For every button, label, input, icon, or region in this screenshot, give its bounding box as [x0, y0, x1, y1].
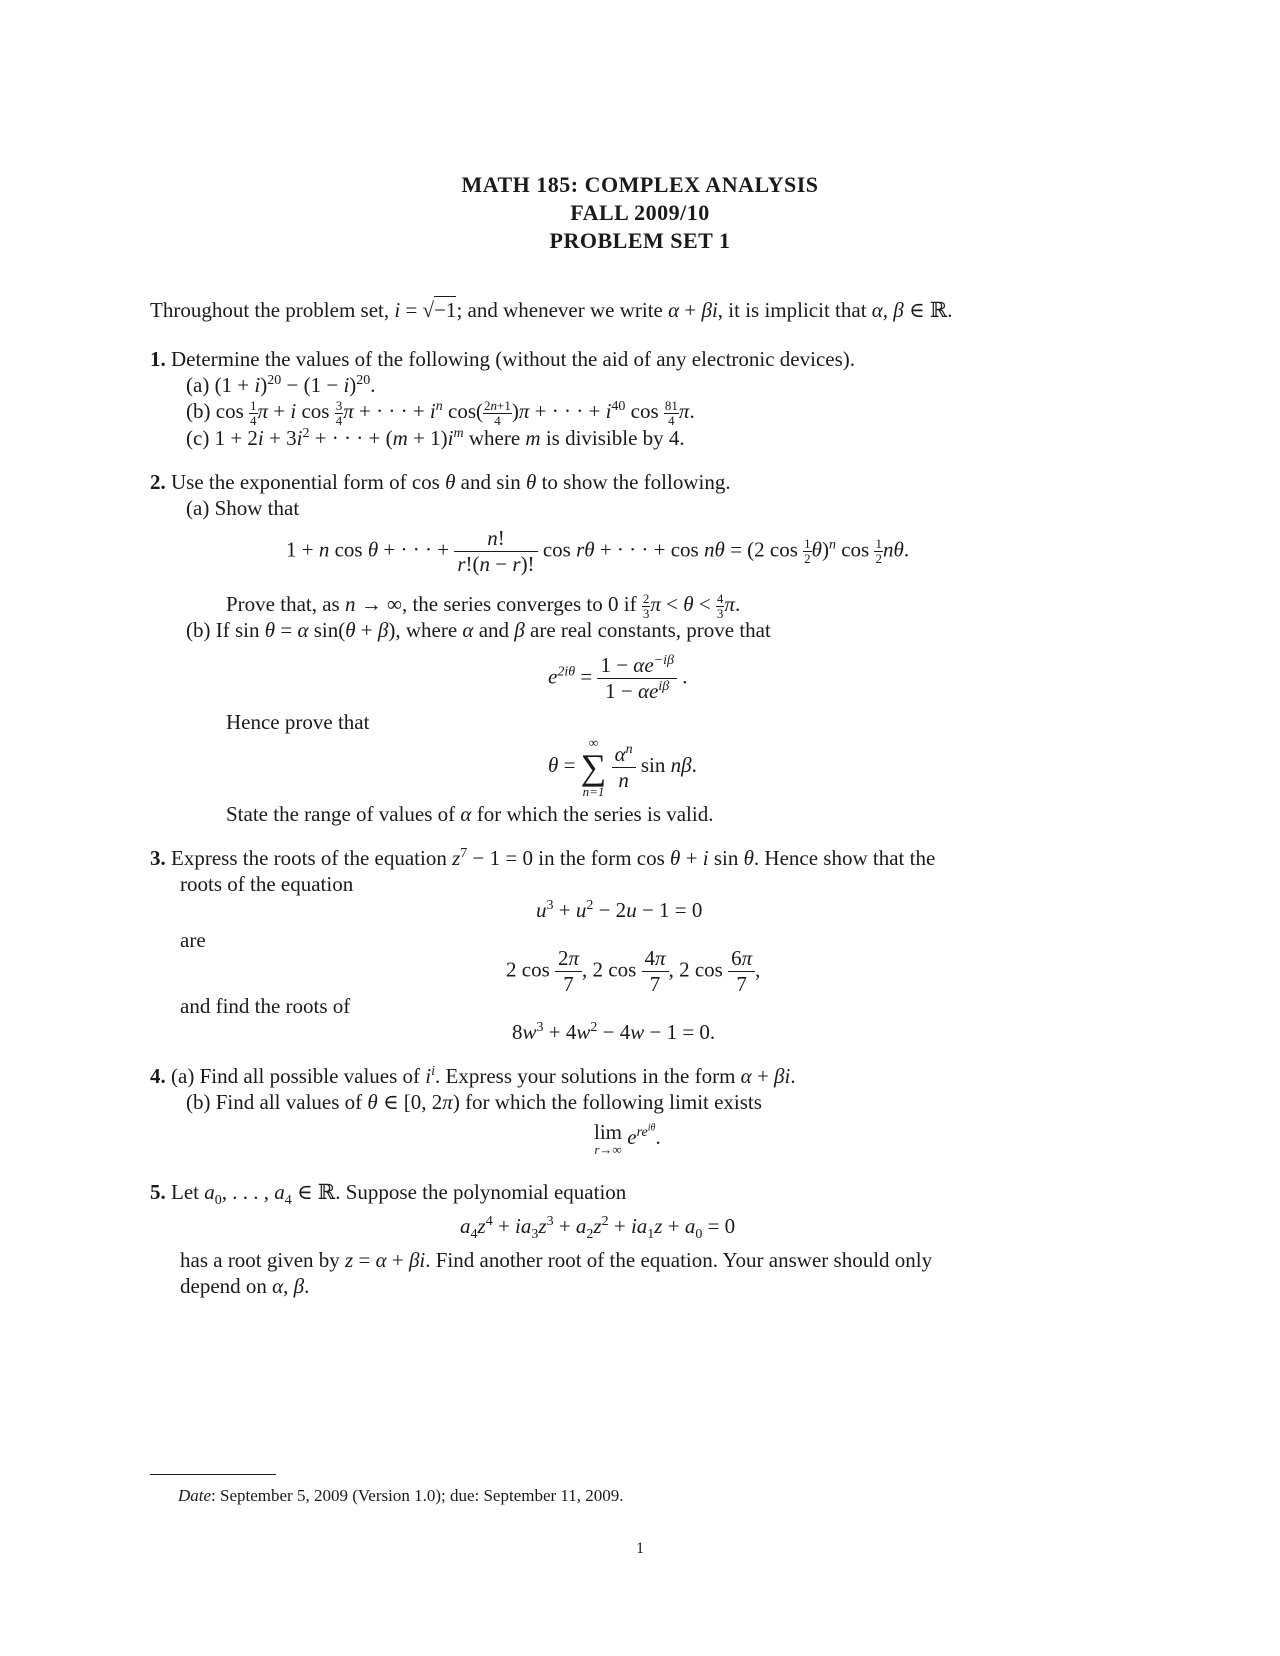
problem-1c: (c) $1 + 2i + 3i^2$ + · · · + $(m + 1)i^m$ where m is divisible by 4.	[186, 426, 685, 450]
course-title: MATH 185: COMPLEX ANALYSIS	[461, 172, 819, 197]
problem-2b-equation: $e^{2i\theta}$ = $\frac{1 - \alpha e^{-i\beta}}{1 - \alpha e^{i\beta}}$ .	[548, 653, 688, 703]
footnote-date: Date: September 5, 2009 (Version 1.0); due: September 11, 2009.	[178, 1486, 624, 1505]
problem-3-find: and find the roots of	[180, 994, 351, 1018]
term-title: FALL 2009/10	[570, 200, 710, 225]
problem-2b-state: State the range of values of α for which the series is valid.	[226, 802, 714, 826]
problem-3-cubic-w: $8w^3 + 4w^2 - 4w - 1 = 0$.	[512, 1020, 716, 1044]
problem-3-are: are	[180, 928, 206, 952]
problem-2a-equation: 1 + n cos θ + · · · + $\frac{n!}{r!(n - r)!}$ cos rθ + · · · + cos nθ = (2 cos $\frac{1}{2}$ θ)$^n$ cos $\frac{1}{2}$ nθ.	[286, 526, 910, 576]
problem-2b-series: θ = ∞ ∑ n=1 $\frac{\alpha^n}{n}$ sin nβ.	[548, 735, 697, 799]
page-number: 1	[636, 1540, 644, 1557]
problem-5-statement: 5. Let $a_0$, . . . , $a_4$ ∈ ℝ. Suppose the polynomial equation	[150, 1180, 627, 1209]
problem-2a-label: (a) Show that	[186, 496, 300, 520]
problem-3-cubic-u: $u^3 + u^2 - 2u - 1 = 0$	[536, 898, 703, 922]
footnote-rule	[150, 1474, 276, 1475]
problem-4b-limit: lim r→∞ $e^{re^{i\theta}}$.	[594, 1120, 661, 1157]
problem-2b-hence: Hence prove that	[226, 710, 370, 734]
problem-3-statement-cont: roots of the equation	[180, 872, 354, 896]
problem-1a: (a) $(1 + i)^{20} - (1 - i)^{20}$.	[186, 373, 376, 397]
problem-1-statement: 1. Determine the values of the following (without the aid of any electronic devices).	[150, 347, 856, 371]
problem-1b: (b) cos $\frac{1}{4}$ π + i cos $\frac{3}{4}$ π + · · · + $i^n$ cos( $\frac{2n+1}{4}$ )π + · · · + $i^{40}$ cos $\frac{81}{4}$ π.	[186, 398, 695, 428]
problem-2a-prove: Prove that, as n → ∞, the series converges to 0 if $\frac{2}{3}$ π < θ < $\frac{4}{3}$ π.	[226, 591, 741, 621]
problem-2b-statement: (b) If sin θ = α sin(θ + β), where α and β are real constants, prove that	[186, 618, 771, 642]
intro-paragraph: Throughout the problem set, i = √−1; and whenever we write α + βi, it is implicit that α, β ∈ ℝ.	[150, 298, 953, 322]
problem-set-title: PROBLEM SET 1	[549, 228, 731, 253]
problem-5-root: has a root given by z = α + βi. Find another root of the equation. Your answer should only	[180, 1248, 933, 1272]
problem-4b: (b) Find all values of θ ∈ [0, 2π) for which the following limit exists	[186, 1090, 762, 1114]
problem-4a: 4. (a) Find all possible values of $i^i$. Express your solutions in the form α + βi.	[150, 1064, 796, 1088]
problem-3-statement: 3. Express the roots of the equation $z^7 - 1 = 0$ in the form cos θ + i sin θ. Hence show that the	[150, 846, 936, 870]
problem-5-polynomial: $a_4z^4 + ia_3z^3 + a_2z^2 + ia_1z + a_0 = 0$	[460, 1214, 736, 1243]
problem-5-depend: depend on α, β.	[180, 1274, 310, 1298]
problem-2-statement: 2. Use the exponential form of cos θ and sin θ to show the following.	[150, 470, 731, 494]
problem-3-roots: 2 cos $\frac{2\pi}{7}$ , 2 cos $\frac{4\pi}{7}$ , 2 cos $\frac{6\pi}{7}$ ,	[506, 946, 761, 996]
